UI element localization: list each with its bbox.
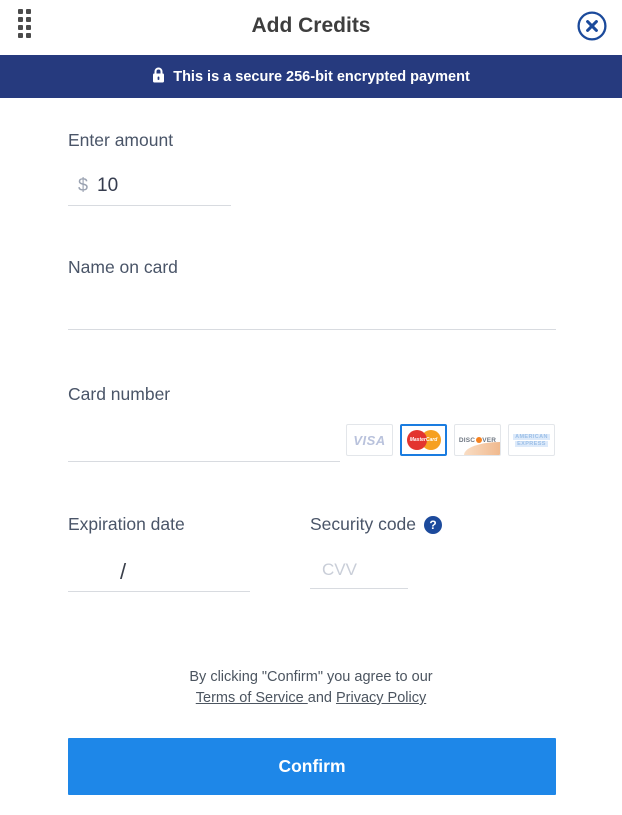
amount-input[interactable]: [88, 166, 231, 205]
close-button[interactable]: [576, 10, 608, 42]
expiration-input[interactable]: [68, 553, 250, 591]
discover-icon: DISC VER: [454, 424, 501, 456]
expiration-field: [68, 553, 250, 592]
close-icon: [576, 30, 608, 45]
visa-icon: VISA: [346, 424, 393, 456]
security-code-field: [310, 551, 408, 589]
name-on-card-label: Name on card: [68, 257, 178, 277]
secure-banner-text: This is a secure 256-bit encrypted payment: [173, 68, 470, 85]
currency-symbol: $: [78, 175, 89, 195]
terms-text: [0, 667, 622, 709]
expiration-separator: /: [120, 559, 127, 584]
terms-line-1: By clicking "Confirm" you agree to our: [189, 669, 433, 685]
terms-of-service-link[interactable]: Terms of Service: [195, 690, 308, 706]
mastercard-icon: MasterCard: [400, 424, 447, 456]
amount-label: Enter amount: [68, 130, 174, 150]
lock-icon: [152, 67, 165, 87]
privacy-policy-link[interactable]: Privacy Policy: [335, 690, 427, 706]
card-number-input[interactable]: [68, 430, 340, 461]
modal-header: [0, 0, 622, 55]
amount-field: [68, 166, 231, 206]
security-code-label: Security code: [310, 514, 417, 534]
drag-handle-icon[interactable]: [18, 9, 31, 38]
name-on-card-field: [68, 298, 556, 330]
secure-banner: [0, 55, 622, 98]
security-code-label-row: [310, 514, 442, 535]
card-brand-icons: [346, 424, 555, 456]
page-title: Add Credits: [251, 14, 371, 37]
name-on-card-input[interactable]: [68, 298, 556, 329]
confirm-button[interactable]: Confirm: [68, 738, 556, 795]
card-number-label: Card number: [68, 384, 171, 404]
help-icon[interactable]: ?: [424, 516, 442, 534]
terms-line-2: Terms of Service and Privacy Policy: [195, 690, 427, 706]
expiration-label: Expiration date: [68, 514, 185, 534]
security-code-input[interactable]: [310, 551, 408, 588]
card-number-field: [68, 430, 340, 462]
amex-icon: AMERICAN EXPRESS: [508, 424, 555, 456]
